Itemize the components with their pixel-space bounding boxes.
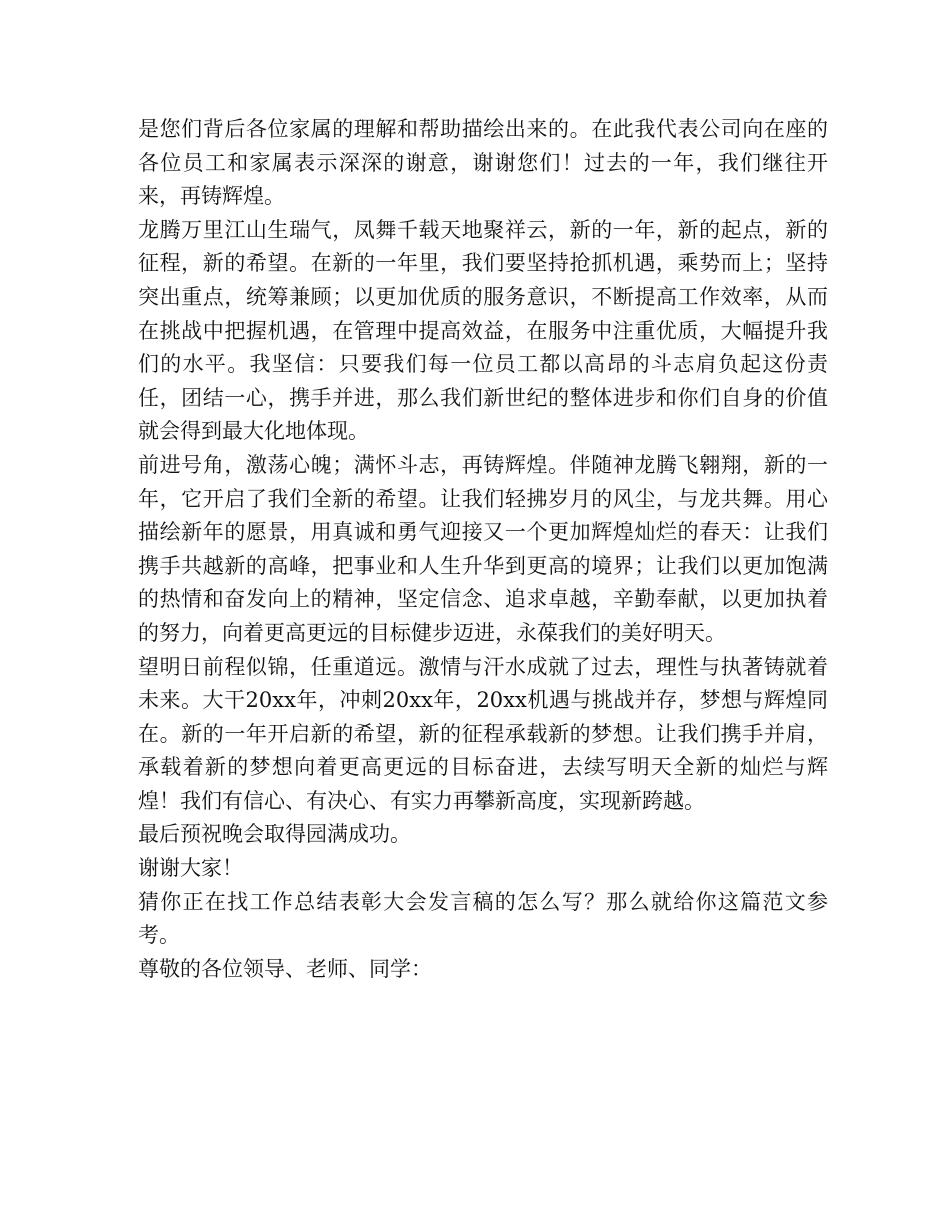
paragraph-dragon-new-year: 龙腾万里江山生瑞气，凤舞千载天地聚祥云，新的一年，新的起点，新的征程，新的希望。在新的一年里，我们要坚持抢抓机遇，乘势而上；坚持突出重点，统筹兼顾；以更加优质的服务意识，不断提高工作效率，从而在挑战中把握机遇，在管理中提高效益，在服务中注重优质，大幅提升我们的水平。我坚信：只要我们每一位员工都以高昂的斗志肩负起这份责任，团结一心，携手并进，那么我们新世纪的整体进步和你们自身的价值就会得到最大化地体现。 — [138, 217, 828, 444]
paragraph-thanks-families: 是您们背后各位家属的理解和帮助描绘出来的。在此我代表公司向在座的各位员工和家属表示深深的谢意，谢谢您们！过去的一年，我们继往开来，再铸辉煌。 — [138, 117, 828, 209]
paragraph-guess-searching: 猜你正在找工作总结表彰大会发言稿的怎么写？那么就给你这篇范文参考。 — [138, 889, 828, 948]
paragraph-thank-you: 谢谢大家！ — [138, 856, 243, 881]
paragraph-bright-future: 望明日前程似锦，任重道远。激情与汗水成就了过去，理性与执著铸就着未来。大干20xx年，冲刺20xx年，20xx机遇与挑战并存，梦想与辉煌同在。新的一年开启新的希望，新的征程承载新的梦想。让我们携手并肩，承载着新的梦想向着更高更远的目标奋进，去续写明天全新的灿烂与辉煌！我们有信心、有决心、有实力再攀新高度，实现新跨越。 — [138, 654, 828, 813]
paragraph-salutation: 尊敬的各位领导、老师、同学： — [138, 956, 432, 981]
document-body — [138, 113, 828, 986]
paragraph-advance-horn: 前进号角，激荡心魄；满怀斗志，再铸辉煌。伴随神龙腾飞翱翔，新的一年，它开启了我们全新的希望。让我们轻拂岁月的风尘，与龙共舞。用心描绘新年的愿景，用真诚和勇气迎接又一个更加辉煌灿烂的春天：让我们携手共越新的高峰，把事业和人生升华到更高的境界；让我们以更加饱满的热情和奋发向上的精神，坚定信念、追求卓越，辛勤奉献，以更加执着的努力，向着更高更远的目标健步迈进，永葆我们的美好明天。 — [138, 452, 828, 645]
paragraph-wish-success: 最后预祝晚会取得园满成功。 — [138, 822, 411, 847]
